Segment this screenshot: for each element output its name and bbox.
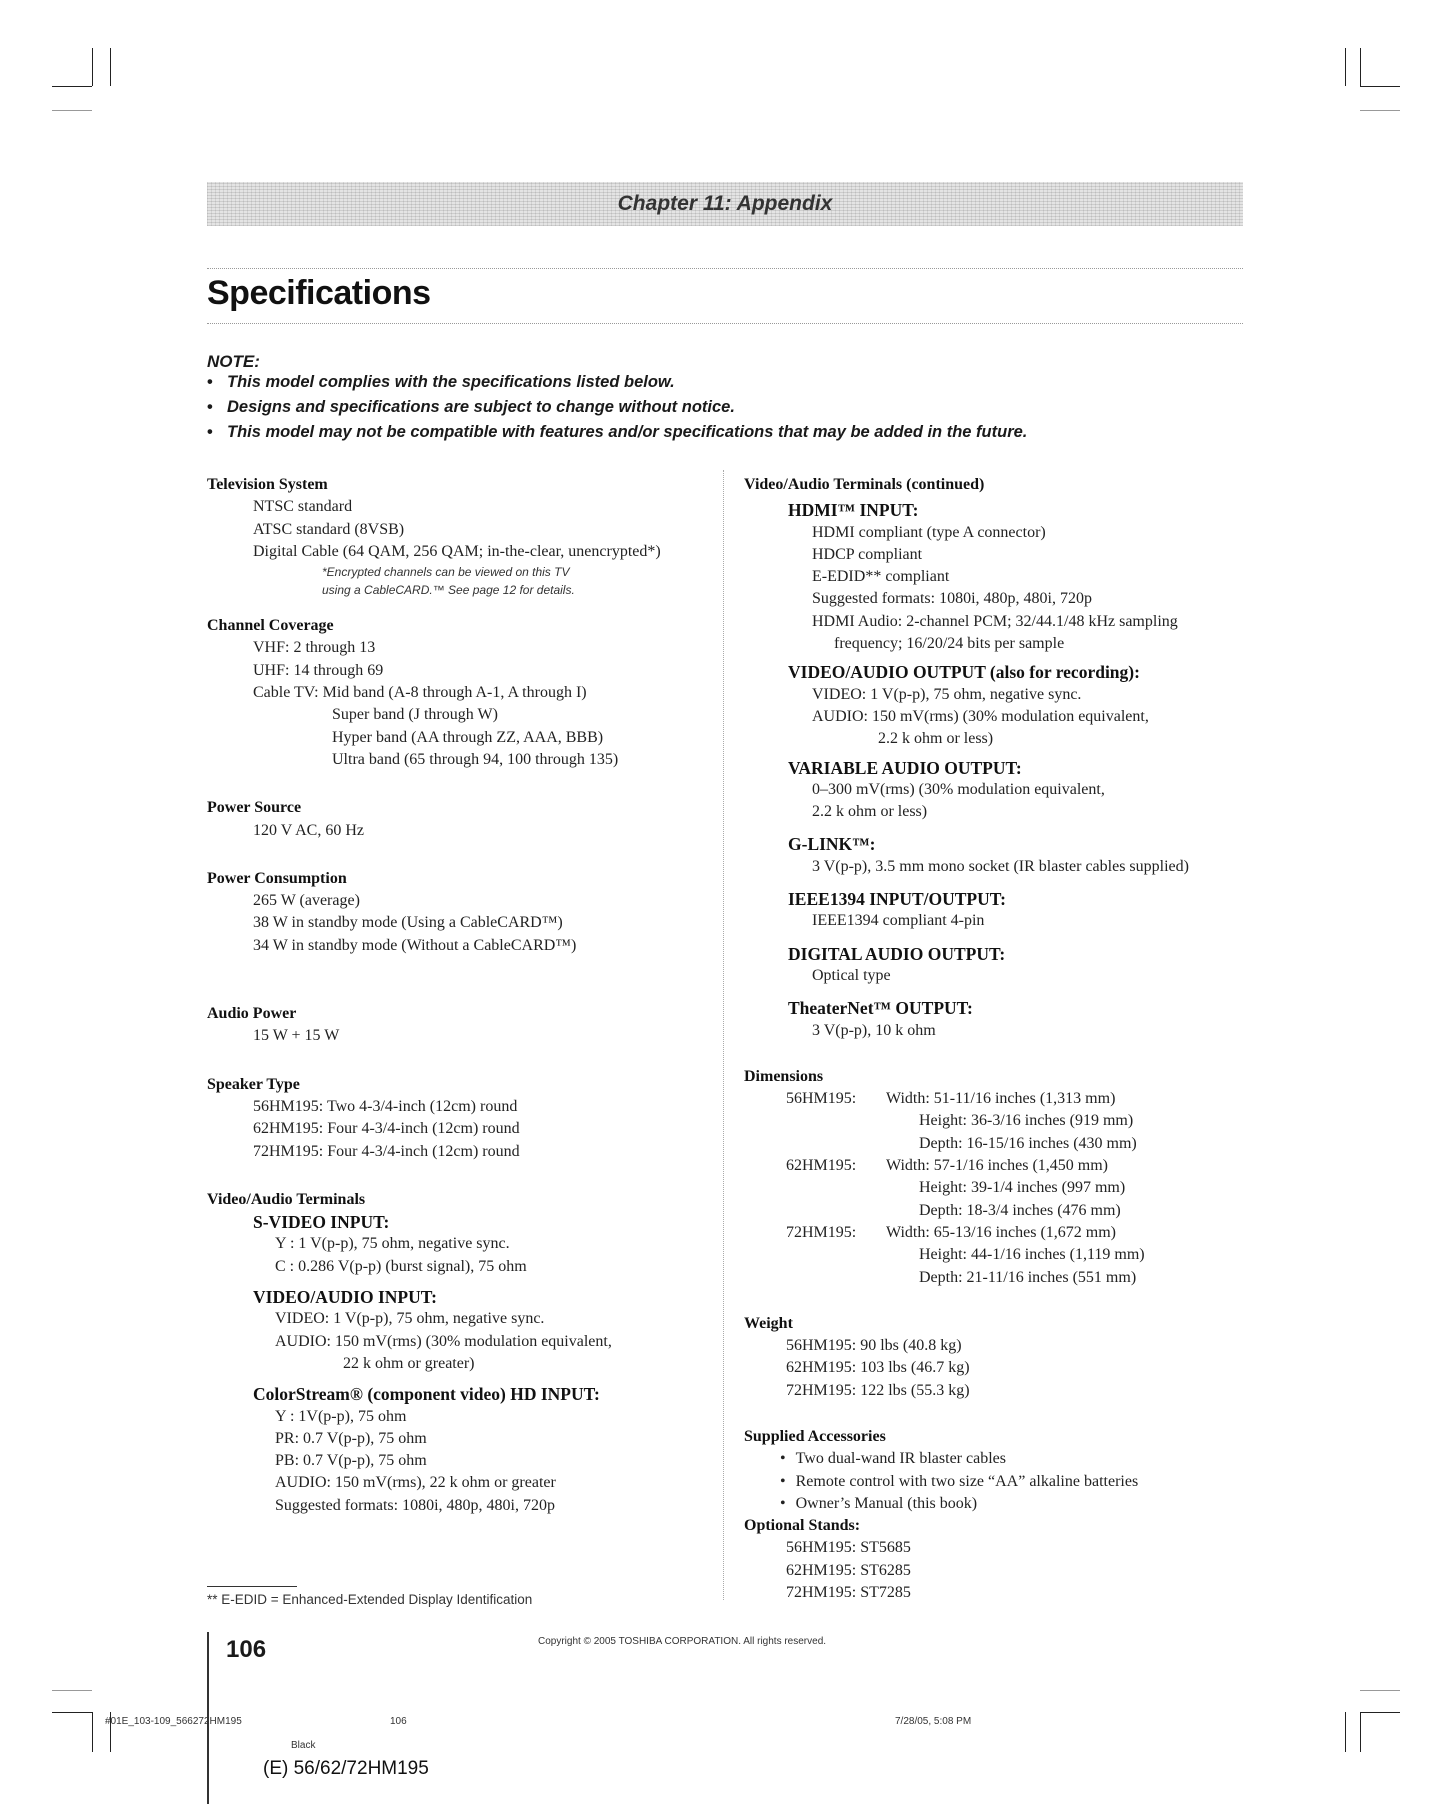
crop-mark-bottom-right-h <box>1360 1712 1400 1713</box>
power-source-value: 120 V AC, 60 Hz <box>253 821 364 839</box>
svideo-line: C : 0.286 V(p-p) (burst signal), 75 ohm <box>275 1257 527 1275</box>
crop-mark-top-right-h <box>1360 86 1400 87</box>
speaker-line: 62HM195: Four 4-3/4-inch (12cm) round <box>253 1120 520 1138</box>
crop-mark-bottom-right-h2 <box>1360 1690 1400 1691</box>
tv-system-line: Digital Cable (64 QAM, 256 QAM; in-the-clear, unencrypted*) <box>253 542 661 560</box>
channel-line: Super band (J through W) <box>332 706 498 724</box>
title-rule-top <box>207 268 1243 269</box>
crop-mark-top-left-v2 <box>110 48 111 86</box>
dimension-model: 62HM195: <box>786 1157 857 1175</box>
variable-audio-line: 0–300 mV(rms) (30% modulation equivalent, <box>812 780 1105 798</box>
dimension-model: 56HM195: <box>786 1090 857 1108</box>
crop-mark-top-right-h2 <box>1360 110 1400 111</box>
chapter-title: Chapter 11: Appendix <box>617 192 833 215</box>
stands-heading: Optional Stands: <box>744 1517 861 1535</box>
right-column <box>744 474 1244 1604</box>
stand-line: 72HM195: ST7285 <box>786 1584 911 1602</box>
hdmi-line: HDCP compliant <box>812 545 923 563</box>
accessory-item: • Remote control with two size “AA” alkaline batteries <box>744 1471 1244 1493</box>
dimension-depth: Depth: 21-11/16 inches (551 mm) <box>919 1268 1137 1286</box>
footnote-rule <box>207 1586 297 1587</box>
dimension-model: 72HM195: <box>786 1223 857 1241</box>
va-input-line: VIDEO: 1 V(p-p), 75 ohm, negative sync. <box>275 1310 545 1328</box>
va-output-line: 2.2 k ohm or less) <box>878 730 994 748</box>
accessory-item: • Owner’s Manual (this book) <box>744 1493 1244 1515</box>
hdmi-line: HDMI compliant (type A connector) <box>812 523 1046 541</box>
speaker-heading: Speaker Type <box>207 1075 300 1093</box>
variable-audio-line: 2.2 k ohm or less) <box>812 803 928 821</box>
variable-audio-heading: VARIABLE AUDIO OUTPUT: <box>788 757 1022 778</box>
dimension-height: Height: 44-1/16 inches (1,119 mm) <box>919 1246 1145 1264</box>
timestamp: 7/28/05, 5:08 PM <box>895 1716 972 1727</box>
colorstream-line: PB: 0.7 V(p-p), 75 ohm <box>275 1452 427 1470</box>
audio-power-heading: Audio Power <box>207 1005 297 1023</box>
accessories-heading: Supplied Accessories <box>744 1427 886 1445</box>
dimension-values <box>886 1088 1137 1155</box>
hdmi-line: HDMI Audio: 2-channel PCM; 32/44.1/48 kHz sampling <box>812 612 1178 630</box>
tv-system-line: NTSC standard <box>253 498 353 516</box>
audio-power-value: 15 W + 15 W <box>253 1027 340 1045</box>
dimension-width: Width: 51-11/16 inches (1,313 mm) <box>886 1090 1116 1108</box>
ieee-value: IEEE1394 compliant 4-pin <box>812 912 985 930</box>
dimension-height: Height: 36-3/16 inches (919 mm) <box>919 1112 1134 1130</box>
hdmi-line: frequency; 16/20/24 bits per sample <box>834 635 1065 653</box>
speaker-line: 72HM195: Four 4-3/4-inch (12cm) round <box>253 1142 520 1160</box>
tv-system-line: ATSC standard (8VSB) <box>253 520 405 538</box>
theaternet-value: 3 V(p-p), 10 k ohm <box>812 1021 936 1039</box>
file-name: #01E_103-109_566272HM195 <box>105 1716 242 1727</box>
cablecard-footnote: *Encrypted channels can be viewed on this TV <box>322 565 570 580</box>
model-label: (E) 56/62/72HM195 <box>263 1758 429 1779</box>
channel-line: UHF: 14 through 69 <box>253 661 384 679</box>
hdmi-line: E-EDID** compliant <box>812 568 950 586</box>
crop-mark-top-left-v1 <box>92 48 93 86</box>
channel-line: Ultra band (65 through 94, 100 through 135) <box>332 750 619 768</box>
page-title: Specifications <box>207 274 431 312</box>
glink-heading: G-LINK™: <box>788 834 876 855</box>
weight-line: 72HM195: 122 lbs (55.3 kg) <box>786 1381 970 1399</box>
file-page: 106 <box>390 1716 407 1727</box>
colorstream-line: Y : 1V(p-p), 75 ohm <box>275 1407 407 1425</box>
dimension-row <box>744 1088 1244 1155</box>
accessory-item: • Two dual-wand IR blaster cables <box>744 1448 1244 1470</box>
stand-line: 56HM195: ST5685 <box>786 1539 911 1557</box>
dimension-depth: Depth: 18-3/4 inches (476 mm) <box>919 1201 1121 1219</box>
crop-mark-top-left-h2 <box>52 110 92 111</box>
dimensions-heading: Dimensions <box>744 1067 824 1085</box>
crop-mark-bottom-left-h <box>52 1712 92 1713</box>
speaker-line: 56HM195: Two 4-3/4-inch (12cm) round <box>253 1097 518 1115</box>
power-consumption-line: 265 W (average) <box>253 892 360 910</box>
dimension-height: Height: 39-1/4 inches (997 mm) <box>919 1179 1126 1197</box>
page-number: 106 <box>226 1636 267 1663</box>
colorstream-line: PR: 0.7 V(p-p), 75 ohm <box>275 1429 427 1447</box>
note-heading: NOTE: <box>207 352 260 371</box>
left-column <box>207 474 717 1517</box>
crop-mark-bottom-left-v1 <box>92 1712 93 1752</box>
dimension-width: Width: 57-1/16 inches (1,450 mm) <box>886 1157 1108 1175</box>
channel-line: Cable TV: Mid band (A-8 through A-1, A through I) <box>253 684 587 702</box>
weight-heading: Weight <box>744 1314 793 1332</box>
dimension-row <box>744 1155 1244 1222</box>
va-output-line: VIDEO: 1 V(p-p), 75 ohm, negative sync. <box>812 685 1082 703</box>
crop-mark-bottom-right-v1 <box>1345 1712 1346 1752</box>
crop-mark-bottom-right-v2 <box>1360 1712 1361 1752</box>
digital-audio-value: Optical type <box>812 966 891 984</box>
power-consumption-heading: Power Consumption <box>207 869 347 887</box>
power-consumption-line: 34 W in standby mode (Without a CableCARD™) <box>253 936 577 954</box>
colorstream-line: AUDIO: 150 mV(rms), 22 k ohm or greater <box>275 1474 556 1492</box>
dimension-depth: Depth: 16-15/16 inches (430 mm) <box>919 1134 1137 1152</box>
dimension-row <box>744 1222 1244 1289</box>
note-item: • This model may not be compatible with features and/or specifications that may be added in the future. <box>207 420 1027 445</box>
cablecard-footnote: using a CableCARD.™ See page 12 for details. <box>322 583 575 598</box>
theaternet-heading: TheaterNet™ OUTPUT: <box>788 998 973 1019</box>
color-label: Black <box>291 1740 316 1751</box>
dimension-values <box>886 1222 1145 1289</box>
power-consumption-line: 38 W in standby mode (Using a CableCARD™) <box>253 914 563 932</box>
column-divider <box>723 470 724 1600</box>
channel-heading: Channel Coverage <box>207 617 334 635</box>
hdmi-line: Suggested formats: 1080i, 480p, 480i, 720p <box>812 590 1092 608</box>
channel-line: VHF: 2 through 13 <box>253 639 376 657</box>
ieee-heading: IEEE1394 INPUT/OUTPUT: <box>788 889 1006 910</box>
va-output-line: AUDIO: 150 mV(rms) (30% modulation equivalent, <box>812 707 1149 725</box>
va-input-line: 22 k ohm or greater) <box>343 1354 475 1372</box>
dimensions-block <box>744 1088 1244 1289</box>
crop-mark-top-right-v1 <box>1345 48 1346 86</box>
svideo-line: Y : 1 V(p-p), 75 ohm, negative sync. <box>275 1235 510 1253</box>
chapter-banner <box>207 182 1243 226</box>
note-item: • Designs and specifications are subject to change without notice. <box>207 395 1027 420</box>
stand-line: 62HM195: ST6285 <box>786 1561 911 1579</box>
edid-footnote: ** E-EDID = Enhanced-Extended Display Identification <box>207 1592 533 1607</box>
va-input-line: AUDIO: 150 mV(rms) (30% modulation equivalent, <box>275 1332 612 1350</box>
copyright: Copyright © 2005 TOSHIBA CORPORATION. All rights reserved. <box>538 1636 827 1647</box>
power-source-heading: Power Source <box>207 799 302 817</box>
digital-audio-heading: DIGITAL AUDIO OUTPUT: <box>788 943 1006 964</box>
crop-mark-top-right-v2 <box>1360 48 1361 86</box>
svideo-heading: S-VIDEO INPUT: <box>253 1212 390 1233</box>
glink-value: 3 V(p-p), 3.5 mm mono socket (IR blaster cables supplied) <box>812 857 1189 875</box>
va-input-heading: VIDEO/AUDIO INPUT: <box>253 1287 437 1308</box>
dimension-width: Width: 65-13/16 inches (1,672 mm) <box>886 1223 1116 1241</box>
crop-mark-bottom-left-h2 <box>52 1690 92 1691</box>
channel-line: Hyper band (AA through ZZ, AAA, BBB) <box>332 728 604 746</box>
va-output-heading: VIDEO/AUDIO OUTPUT (also for recording): <box>788 662 1140 683</box>
hdmi-heading: HDMI™ INPUT: <box>788 500 919 521</box>
crop-mark-top-left-h <box>52 86 92 87</box>
note-list <box>207 370 1027 445</box>
weight-line: 56HM195: 90 lbs (40.8 kg) <box>786 1337 962 1355</box>
colorstream-heading: ColorStream® (component video) HD INPUT: <box>253 1384 600 1405</box>
note-item: • This model complies with the specifications listed below. <box>207 370 1027 395</box>
weight-line: 62HM195: 103 lbs (46.7 kg) <box>786 1359 970 1377</box>
tv-system-heading: Television System <box>207 476 328 493</box>
title-rule-bottom <box>207 323 1243 324</box>
terminals-continued-heading: Video/Audio Terminals (continued) <box>744 476 985 493</box>
terminals-heading: Video/Audio Terminals <box>207 1190 366 1208</box>
colorstream-line: Suggested formats: 1080i, 480p, 480i, 720p <box>275 1496 555 1514</box>
dimension-values <box>886 1155 1125 1222</box>
